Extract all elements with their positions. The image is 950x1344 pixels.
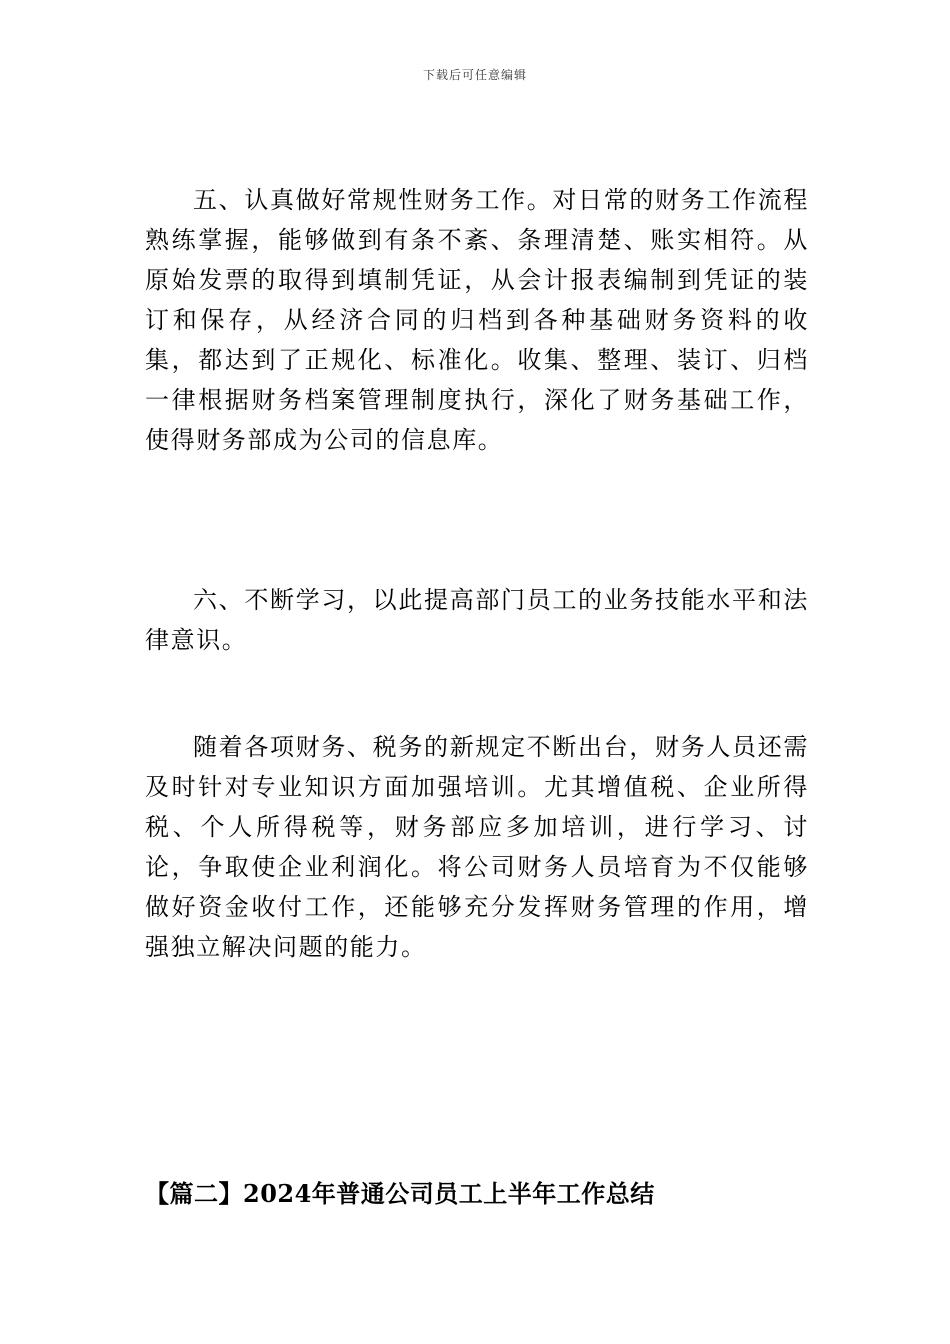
section-heading: 【篇二】2024年普通公司员工上半年工作总结 xyxy=(145,1179,655,1208)
page-header-note: 下载后可任意编辑 xyxy=(422,68,527,82)
paragraph-section-five: 五、认真做好常规性财务工作。对日常的财务工作流程熟练掌握，能够做到有条不紊、条理清楚、账实相符。从原始发票的取得到填制凭证，从会计报表编制到凭证的装订和保存，从经济合同的归档到各种基础财务资料的收集，都达到了正规化、标准化。收集、整理、装订、归档一律根据财务档案管理制度执行，深化了财务基础工作，使得财务部成为公司的信息库。 xyxy=(145,186,809,454)
paragraph-section-six: 六、不断学习，以此提高部门员工的业务技能水平和法律意识。 xyxy=(145,586,809,654)
paragraph-training: 随着各项财务、税务的新规定不断出台，财务人员还需及时针对专业知识方面加强培训。尤其增值税、企业所得税、个人所得税等，财务部应多加培训，进行学习、讨论，争取使企业利润化。将公司财务人员培育为不仅能够做好资金收付工作，还能够充分发挥财务管理的作用，增强独立解决问题的能力。 xyxy=(145,733,809,961)
